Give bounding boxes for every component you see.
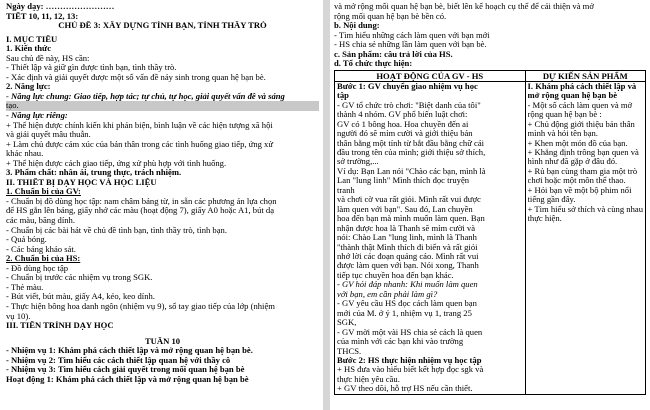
text-line: GV có 1 bông hoa. Hoa chuyền đến ai [337,119,469,129]
text-line: I. MỤC TIÊU [6,34,58,44]
activity-table [334,70,646,395]
text-line: - GV hỏi đáp nhanh: Khi muốn làm quen [337,280,478,290]
text-line: + Chủ động giới thiệu bản thân [527,119,635,129]
text-line: - HS chia sẻ những lần làm quen với bạn bè. [334,40,487,50]
text-line: - Nhiệm vụ 1: Khám phá cách thiết lập và mở rộng quan hệ bạn bè. [6,346,253,356]
text-line: 1. Kiến thức [6,44,52,54]
text-line: Bước 1: GV chuyển giao nhiệm vụ học [337,81,478,91]
text-line: II. THIẾT BỊ DẠY HỌC VÀ HỌC LIỆU [6,177,157,187]
text-line: - Năng lực chung: Giao tiếp, hợp tác; tự chủ, tự học, giải quyết vấn đề và sáng [6,91,285,101]
text-line: 2. Chuẩn bị của HS: [6,254,81,264]
text-line: tiếng gần đây. [527,195,576,205]
text-line: chơi hoặc một môn thể thao. [527,176,626,186]
text-line: - Tìm hiểu những cách làm quen với bạn mới [334,30,490,40]
header-teacher-student: HOẠT ĐỘNG CỦA GV - HS [335,70,526,81]
text-line: + Khẳng định trông bạn quen và [527,148,639,157]
text-line: thực hiện. [527,214,562,224]
page-right [330,0,650,410]
text-line: - Xác định và giải quyết được một số vấn đề nảy sinh trong quan hệ bạn bè. [6,72,266,82]
text-line: I. Khám phá cách thiết lập và [527,81,637,91]
text-line: III. TIẾN TRÌNH DẠY HỌC [6,321,114,331]
product-column [525,81,645,394]
text-line: - Đồ dùng học tập [6,263,69,273]
right-intro [334,2,646,69]
text-line: CHỦ ĐỀ 3: XÂY DỰNG TÌNH BẠN, TÌNH THẦY TRÒ [58,21,267,31]
text-line: - GV tổ chức trò chơi: "Biệt danh của tôi" [337,100,481,110]
text-line: b. Nội dung: [334,21,380,31]
text-line: Ngày dạy: …………………… [6,2,115,11]
page-left [0,0,323,410]
text-line: mình và hỏi tên bạn. [527,129,598,139]
text-line: c. Sản phẩm: câu trả lời của HS. [334,49,453,59]
text-line: người đó sẽ mỉm cười và giới thiệu bản [337,129,473,139]
text-line: - Nhiệm vụ 3: Tìm hiểu cách giải quyết trong mối quan hệ bạn bè [6,365,245,375]
text-line: + HS đưa vào hiểu biết kết hợp đọc sgk và [337,365,484,375]
text-line: - Chuẩn bị các bài hát về chủ đề tình bạn, tình thầy trò, tình bạn. [6,225,227,235]
text-line: - Bút viết, bút màu, giấy A4, kéo, keo dính. [6,292,155,302]
text-line: THCS. [337,346,362,356]
text-line: mới của M. ở ý 1, nhiệm vụ 1, trang 25 [337,308,472,318]
text-line: hoa đến bạn mà mình muốn làm quen. Bạn [337,214,485,224]
text-line: - Quả bóng. [6,235,47,245]
text-line: rộng mối quan hệ bạn bè bền có. [334,11,447,21]
text-line: + Làm chủ được cảm xúc của bản thân trong các tình huống giao tiếp, ứng xử [6,139,274,149]
text-line: + Khen một món đồ của bạn. [527,138,628,148]
text-line: nói: Chào Lan "lung linh, mình là Thanh [337,233,477,243]
text-line: được làm quen với bạn. Nói xong, Thanh [337,261,479,271]
text-line: và chơi cờ vua rất giỏi. Mình rất vui được [337,195,481,205]
text-line: - GV mời một vài HS chia sẻ cách là quen [337,327,483,337]
text-line: - Thiết lập và giữ gìn được tình bạn, tình thầy trò. [6,63,177,73]
text-line: mở rộng quan hệ bạn bè [527,91,618,101]
text-line: - Thực hiện bông hoa danh ngôn (nhiệm vụ 9), sổ tay giao tiếp của lớp (nhiệm [6,301,275,311]
text-line: + Hỏi bạn về một bộ phim nổi [527,185,632,195]
text-line: vụ 10). [6,311,31,321]
text-line: "thành thật Mình thích đi biển và rất giỏi [337,242,478,252]
text-line: làm quen với bạn". Sau đó, Lan chuyền [337,204,473,214]
text-line: + GV theo dõi, hỗ trợ HS nếu cần thiết. [337,384,473,394]
text-line: SGK, [337,318,357,328]
text-line: - Các bảng khảo sát. [6,244,76,254]
text-line: Hoạt động 1: Khám phá cách thiết lập và mở rộng quan hệ bạn bè [6,374,249,384]
text-line: tiếp tục chuyền hoa đến bạn khác. [337,270,454,280]
text-line: của mình với các bạn khi vào trường [337,337,464,347]
text-line: TUẦN 10 [144,336,181,346]
table-header-row [335,70,646,81]
text-line: tập [337,91,349,101]
table-row [335,81,646,394]
text-line: d. Tổ chức thực hiện: [334,59,413,69]
text-line: nhớ lời các đoạn quảng cáo. Mình rất vui [337,251,479,261]
text-line: và giải quyết mâu thuẫn. [6,130,91,140]
text-line: - GV yêu cầu HS đọc cách làm quen bạn [337,299,477,309]
text-line: tranh [337,185,355,195]
text-line: + Thể hiện được chính kiến khi phản biện, bình luận về các hiện tượng xã hội [6,120,273,130]
text-line: 1. Chuẩn bị của GV: [6,187,81,197]
text-line: tạo. [6,101,319,111]
text-line: - Chuẩn bị trước các nhiệm vụ trong SGK. [6,273,153,283]
text-line: khác nhau. [6,149,44,159]
text-line: các màu, băng dính. [6,216,75,226]
text-line: Lan "lung linh" Mình thích đọc truyện [337,176,470,186]
text-line: 3. Phẩm chất: nhân ái, trung thực, trách nhiệm. [6,168,182,178]
text-line: đầu trong tên của mình; giới thiệu sở thích, [337,148,486,157]
text-line: + Rủ bạn cùng tham gia một trò [527,166,638,176]
text-line: hình như đã gặp ở đâu đó. [527,157,618,167]
text-line: và mở rộng mối quan hệ bạn bè, biết lên kế hoạch cụ thể để cải thiện và mở [334,2,594,11]
text-line: + Thể hiện được cách giao tiếp, ứng xử phù hợp với tình huống. [6,158,227,168]
text-line: để HS gắn lên bảng, giấy nhớ các màu (hoạt động 7), giấy A0 hoặc A1, bút dạ [6,206,275,216]
text-line: - Nhiệm vụ 2: Tìm hiểu các cách thiết lập quan hệ với thầy cô [6,355,231,365]
text-line: thành 4 nhóm. GV phổ biến luật chơi: [337,110,468,120]
text-line: sở trường,... [337,157,379,167]
text-line: + Tìm hiểu sở thích và cùng nhau [527,204,643,214]
text-line: thân bằng một tính từ bắt đầu bằng chữ cái [337,138,485,148]
text-line: - Chuẩn bị đồ dùng học tập: nam châm bảng từ, in sẵn các phương án lựa chọn [6,196,277,206]
activity-column [335,81,526,394]
text-line: Ví dụ: Bạn Lan nói "Chào các bạn, mình là [337,166,486,176]
header-expected-product: DỰ KIẾN SẢN PHẨM [525,70,645,81]
text-line: thực hiện yêu cầu. [337,374,400,384]
text-line: nhận được hoa là Thanh sẽ mỉm cười và [337,223,476,233]
text-line: - Thẻ màu. [6,282,44,292]
text-line: 2. Năng lực: [6,82,51,92]
text-line: rộng quan hệ bạn bè : [527,110,602,120]
text-line: - Một số cách làm quen và mở [527,100,633,110]
text-line: với bạn, em cần phải làm gì? [337,289,438,299]
text-line: TIẾT 10, 11, 12, 13: [6,11,79,21]
text-line: Sau chủ đề này, HS cần: [6,53,90,63]
text-line: - Năng lực riêng: [6,111,68,121]
text-line: Bước 2: HS thực hiện nhiệm vụ học tập [337,355,482,365]
